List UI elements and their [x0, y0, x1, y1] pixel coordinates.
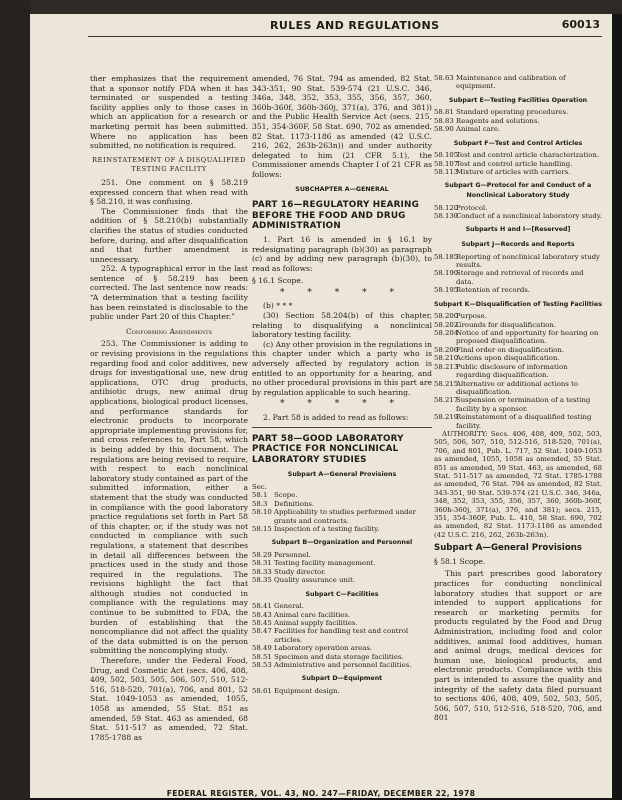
section-number: 58.195 [434, 286, 459, 295]
subpart-heading: Subpart A—General Provisions [287, 471, 397, 479]
sec-label: Sec. [252, 482, 267, 491]
part-heading: PART 16—REGULATORY HEARING BEFORE THE FOOD AND DRUG ADMINISTRATION [252, 200, 420, 232]
toc-entry [434, 413, 602, 430]
section-number: 58.49 [252, 644, 272, 653]
section-caption: Suspension or termination of a testing facility by a sponsor. [456, 396, 591, 413]
section-caption: Standard operating procedures. [456, 108, 569, 117]
section-caption: Personnel. [274, 551, 311, 559]
ellipsis-stars: * * * * * [280, 399, 404, 410]
paragraph: 2. Part 58 is added to read as follows: [263, 413, 409, 422]
section-caption: Public disclosure of information regarding disqualification. [456, 362, 568, 380]
toc-list [434, 253, 602, 295]
section-caption: General. [274, 602, 304, 611]
toc-entry [434, 253, 602, 270]
section-number: 58.200 [434, 312, 459, 321]
section-caption: Applicability to studies performed under grants and contracts. [274, 508, 416, 525]
section-caption: Reporting of nonclinical laboratory study results. [456, 252, 600, 270]
toc-entry [434, 168, 602, 176]
header-rule [88, 36, 602, 37]
subpart-heading: Subpart C—Facilities [305, 590, 379, 598]
subpart-heading: Subpart J—Records and Reports [461, 241, 575, 249]
paragraph: (c) Any other provision in the regulations in this chapter under which a party who is adversely affected by regulatory action is entitled to an opportunity for a hearing, and no other procedural provisions in this part are by regulation applicable to such hearing. [252, 339, 432, 397]
toc-entry [434, 204, 602, 212]
section-caption: Animal supply facilities. [274, 619, 358, 628]
subpart-heading: Subpart B—Organization and Personnel [271, 539, 413, 547]
toc-entry [434, 329, 602, 346]
toc-list [252, 602, 432, 669]
section-caption: Purpose. [456, 312, 487, 321]
section-caption: Specimen and data storage facilities. [274, 652, 404, 661]
section-heading: Conforming Amendments [125, 326, 213, 336]
paragraph: 1. Part 16 is amended in § 16.1 by redesignating paragraph (b)(30) as paragraph (c) and by adding new paragraph (b)(30), to read as follows: [252, 234, 432, 273]
divider [252, 427, 432, 428]
toc-entry [252, 619, 432, 627]
toc-entry [252, 644, 432, 652]
section-caption: Quality assurance unit. [274, 576, 356, 585]
section-number: 58.213 [434, 362, 459, 371]
paragraph: 252. A typographical error in the last sentence of § 58.219 has been corrected. The last sentence now reads: “A determination that a testing facility has been reinstated is disclosable to the public under Part 20 of this Chapter.” [90, 264, 248, 322]
section-number: 58.210 [434, 354, 459, 363]
section-heading: REINSTATEMENT OF A DISQUALIFIED TESTING FACILITY [92, 155, 246, 174]
toc-entry [434, 74, 602, 91]
section-caption: Equipment design. [274, 687, 340, 696]
toc-list [252, 551, 432, 585]
section-caption: Notice of and opportunity for hearing on proposed disqualification. [456, 329, 599, 346]
toc-entry [434, 212, 602, 220]
section-caption: Test and control article characterization. [456, 151, 600, 160]
toc-entry [434, 396, 602, 413]
section-title: § 58.1 Scope. [434, 556, 486, 566]
section-number: 58.45 [252, 619, 272, 628]
section-number: 58.130 [434, 212, 459, 221]
toc-list [434, 151, 602, 176]
section-number: 58.61 [252, 687, 272, 696]
toc-entry [434, 160, 602, 168]
toc-entry [252, 559, 432, 567]
section-caption: Laboratory operation areas. [274, 644, 373, 653]
column-3 [434, 74, 602, 774]
toc-list [434, 204, 602, 221]
column-1 [90, 74, 248, 774]
section-caption: Testing facility management. [274, 559, 376, 568]
subpart-heading: Subpart D—Equipment [301, 675, 383, 683]
toc-entry [252, 602, 432, 610]
section-number: 58.33 [252, 567, 272, 576]
toc-entry [434, 108, 602, 116]
section-number: 58.217 [434, 396, 459, 405]
paragraph: amended, 76 Stat. 794 as amended, 82 Stat. 343-351, 90 Stat. 539-574 (21 U.S.C. 346, 346a, 348, 352, 353, 355, 356, 357, 360, 360b-360f, 360h-360j, 371(a), 376, and 381)) and the Public Health Service Act (secs. 215, 351, 354-360F, 58 Stat. 690, 702 as amended, 82 Stat. 1173-1186 as amended (42 U.S.C. 216, 262, 263b-263n)) and under authority delegated to him (21 CFR 5.1), the Commissioner amends Chapter I of 21 CFR as follows: [252, 74, 432, 179]
toc-entry [252, 500, 432, 508]
toc-entry [434, 286, 602, 294]
section-caption: Reagents and solutions. [456, 116, 540, 125]
section-caption: Definitions. [274, 499, 315, 508]
toc-entry [252, 491, 432, 499]
section-number: 58.107 [434, 159, 459, 168]
ellipsis-stars: * * * * * [280, 287, 404, 298]
toc-entry [252, 661, 432, 669]
section-title: § 16.1 Scope. [252, 276, 304, 286]
toc-entry [434, 363, 602, 380]
section-caption: Actions upon disqualification. [456, 354, 560, 363]
authority-note: AUTHORITY: Secs. 406, 408, 409, 502, 503, 505, 506, 507, 510, 512-516, 518-520, 701(a), 706, and 801, Pub. L. 717, 52 Stat. 1049-1053 as amended, 1055, 1058 as amended, 55 Stat. 851 as amended, 59 Stat. 463, as amended, 68 Stat. 511-517 as amended, 72 Stat. 1785-1788 as amended, 76 Stat. 794 as amended, 82 Stat. 343-351, 90 Stat. 539-574 (21 U.S.C. 346, 346a, 348, 352, 353, 355, 356, 357, 360, 360b-360f, 360h-360j, 371(a), 376, and 381); secs. 215, 351, 354-360F, Pub. L. 410, 58 Stat. 690, 702 as amended, 82 Stat. 1173-1186 as amended (42 U.S.C. 216, 262, 263b-263n). [434, 429, 602, 539]
section-number: 58.35 [252, 576, 272, 585]
toc-entry [252, 611, 432, 619]
toc-entry [252, 687, 432, 695]
section-number: 58.41 [252, 602, 272, 611]
page-footer: FEDERAL REGISTER, VOL. 43, NO. 247—FRIDAY, DECEMBER 22, 1978 [166, 789, 476, 798]
section-number: 58.90 [434, 125, 454, 134]
toc-list [252, 491, 432, 533]
section-number: 58.206 [434, 345, 459, 354]
section-number: 58.81 [434, 108, 454, 117]
toc-list [434, 74, 602, 91]
section-number: 58.43 [252, 610, 272, 619]
subpart-heading: Subpart K—Disqualification of Testing Facilities [434, 300, 602, 308]
scan-border-left [0, 0, 30, 800]
toc-entry [252, 525, 432, 533]
section-caption: Animal care. [456, 125, 501, 134]
section-number: 58.3 [252, 499, 268, 508]
section-number: 58.215 [434, 379, 459, 388]
section-caption: Test and control article handling. [456, 159, 573, 168]
section-number: 58.185 [434, 252, 459, 261]
section-caption: Final order on disqualification. [456, 345, 564, 354]
subpart-heading: Subpart E—Testing Facilities Operation [448, 96, 588, 104]
running-head: RULES AND REGULATIONS [270, 19, 440, 32]
section-number: 58.1 [252, 491, 268, 500]
subpart-heading: Subpart G—Protocol for and Conduct of a Nonclinical Laboratory Study [444, 182, 592, 200]
toc-entry [252, 508, 432, 525]
section-caption: Animal care facilities. [274, 610, 351, 619]
section-caption: Inspection of a testing facility. [274, 525, 380, 533]
toc-entry [434, 125, 602, 133]
subchapter-heading: SUBCHAPTER A—GENERAL [295, 185, 389, 193]
section-number: 58.219 [434, 413, 459, 422]
section-caption: Retention of records. [456, 286, 531, 295]
section-number: 58.47 [252, 627, 272, 636]
toc-list [252, 687, 432, 695]
section-number: 58.31 [252, 559, 272, 568]
subpart-heading: Subpart F—Test and Control Articles [453, 139, 583, 147]
section-number: 58.63 [434, 74, 454, 82]
section-number: 58.120 [434, 203, 459, 212]
section-number: 58.10 [252, 508, 272, 517]
section-number: 58.204 [434, 329, 459, 338]
toc-entry [252, 576, 432, 584]
section-number: 58.190 [434, 269, 459, 278]
section-caption: Protocol. [456, 203, 488, 212]
section-number: 58.29 [252, 551, 272, 559]
section-number: 58.83 [434, 116, 454, 125]
section-caption: Mixture of articles with carriers. [456, 168, 571, 177]
toc-entry [252, 653, 432, 661]
toc-list [434, 312, 602, 430]
subpart-heading: Subparts H and I—[Reserved] [465, 226, 571, 234]
section-number: 58.105 [434, 151, 459, 160]
section-caption: Grounds for disqualification. [456, 320, 556, 329]
paragraph: (30) Section 58.204(b) of this chapter, relating to disqualifying a nonclinical laboratory testing facility. [252, 311, 432, 340]
section-caption: Alternative or additional actions to disqualification. [456, 379, 578, 396]
page-number: 60013 [561, 18, 600, 31]
column-2 [252, 74, 432, 774]
section-caption: Scope. [274, 491, 298, 500]
toc-list [434, 108, 602, 133]
section-caption: Facilities for handling test and control articles. [274, 627, 409, 644]
paragraph: Therefore, under the Federal Food, Drug, and Cosmetic Act (secs. 406, 408, 409, 502, 503, 505, 506, 507, 510, 512-516, 518-520, 701(a), 706, and 801, 52 Stat. 1049-1053 as amended, 1055, 1058 as amended, 55 Stat. 851 as amended, 59 Stat. 463 as amended, 68 Stat. 511-517 as amended, 72 Stat. 1785-1788 as [90, 656, 248, 742]
section-caption: Administrative and personnel facilities. [274, 661, 412, 670]
toc-entry [252, 551, 432, 559]
toc-entry [434, 346, 602, 354]
toc-entry [434, 354, 602, 362]
subpart-heading: Subpart A—General Provisions [434, 543, 582, 554]
toc-entry [434, 321, 602, 329]
section-number: 58.15 [252, 525, 272, 533]
part-heading: PART 58—GOOD LABORATORY PRACTICE FOR NONCLINICAL LABORATORY STUDIES [252, 433, 404, 465]
section-number: 58.113 [434, 168, 459, 177]
section-number: 58.53 [252, 661, 272, 670]
toc-entry [434, 312, 602, 320]
section-number: 58.51 [252, 652, 272, 661]
paragraph: This part prescribes good laboratory practices for conducting nonclinical laboratory studies that support or are intended to support applications for research or marketing permits for products regulated by the Food and Drug Administration, including food and color additives, animal food additives, human and animal drugs, medical devices for human use, biological products, and electronic products. Compliance with this part is intended to assure the quality and integrity of the safety data filed pursuant to sections 406, 408, 409, 502, 503, 505, 506, 507, 510, 512-516, 518-520, 706, and 801 [434, 569, 602, 723]
paragraph: 251. One comment on § 58.219 expressed concern that when read with § 58.210, it was confusing. [90, 177, 248, 207]
paragraph: ther emphasizes that the requirement that a sponsor notify FDA when it has terminated or suspended a testing facility applies only to those cases in which an application for a research or marketing permit has been submitted. Where no application has been submitted, no notification is required. [90, 74, 248, 151]
scan-border-top [0, 0, 622, 14]
section-caption: Storage and retrieval of records and data. [456, 269, 584, 286]
section-number: 58.202 [434, 320, 459, 329]
section-caption: Conduct of a nonclinical laboratory study. [456, 212, 602, 221]
toc-entry [252, 568, 432, 576]
section-caption: Reinstatement of a disqualified testing facility. [456, 413, 592, 430]
toc-entry [252, 627, 432, 644]
toc-entry [434, 380, 602, 397]
paragraph: (b) * * * [263, 301, 293, 311]
paragraph: 253. The Commissioner is adding to or revising provisions in the regulations regarding food and color additives, new drugs for investigational use, new drug applications, OTC drug products, antibiotic drugs, new animal drug applications, biological product licenses, and performance standards for electronic products to incorporate appropriate implementing provisions for, and cross references to, Part 58, which is being added by this document. The regulations are being revised to require, with respect to each nonclinical laboratory study contained as part of the submitted information, either a statement that the study was conducted in compliance with the good laboratory practice regulations set forth in Part 58 of this chapter, or, if the study was not conducted in compliance with such regulations, a statement that describes in detail all differences between the practices used in the study and those required in the regulations. The revisions highlight the fact that although studies not conducted in compliance with the regulations may continue to be submitted to FDA, the burden of establishing that the noncompliance did not affect the quality of the data submitted is on the person submitting the noncomplying study. [90, 339, 248, 656]
toc-entry [434, 151, 602, 159]
section-caption: Study director. [274, 567, 326, 576]
document-page [30, 14, 612, 798]
toc-entry [434, 269, 602, 286]
paragraph: The Commissioner finds that the addition of § 58.210(b) substantially clarifies the status of studies conducted before, during, and after disqualification and that further amendment is unnecessary. [90, 206, 248, 264]
toc-entry [434, 117, 602, 125]
section-caption: Maintenance and calibration of equipment. [456, 74, 566, 91]
